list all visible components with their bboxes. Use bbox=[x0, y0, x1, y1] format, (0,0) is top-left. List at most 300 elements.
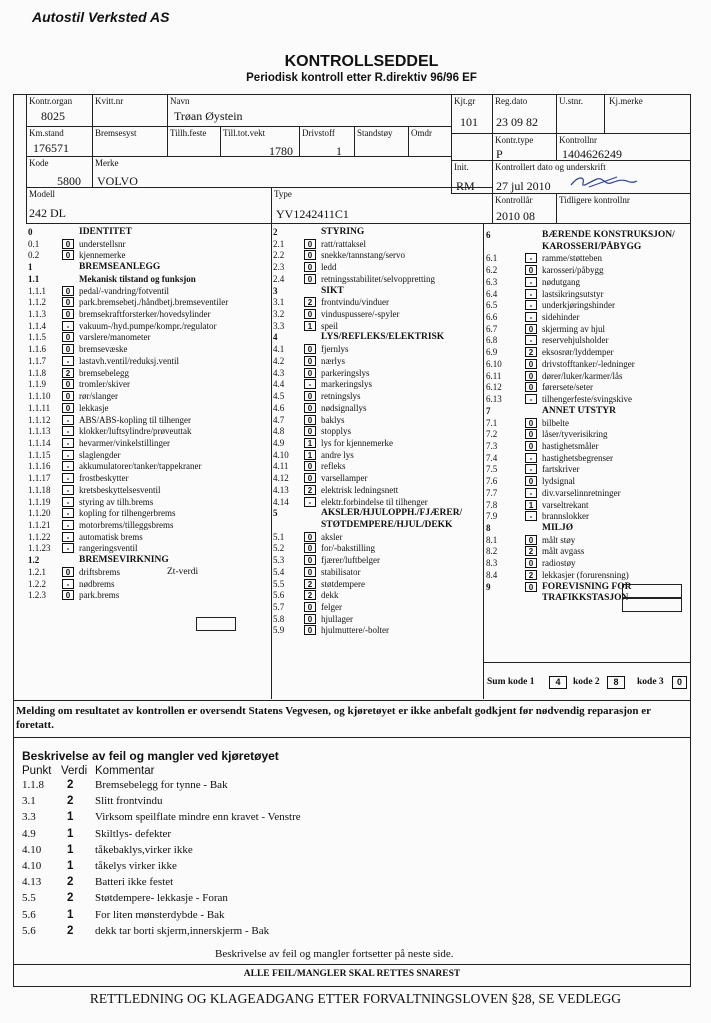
item-code-box[interactable]: 0 bbox=[525, 359, 537, 369]
checklist-item bbox=[28, 391, 268, 402]
fault-row bbox=[22, 875, 622, 889]
item-label: fjernlys bbox=[321, 344, 349, 355]
sum-code-1-value: 4 bbox=[549, 676, 567, 689]
section-header bbox=[486, 230, 689, 254]
checklist-item bbox=[273, 625, 481, 636]
item-code-box[interactable]: 0 bbox=[525, 582, 537, 592]
section-header bbox=[273, 227, 481, 239]
item-code-box[interactable]: - bbox=[525, 464, 537, 474]
checklist-item bbox=[273, 309, 481, 320]
item-code-box[interactable]: - bbox=[62, 461, 74, 471]
field-kontrollar: Kontrollår 2010 08 bbox=[492, 193, 557, 224]
item-number: 0.2 bbox=[28, 250, 40, 261]
item-code-box[interactable]: 0 bbox=[525, 324, 537, 334]
item-label: pedal/-vandring/fotventil bbox=[79, 285, 169, 296]
item-label: radiostøy bbox=[542, 558, 576, 569]
item-code-box[interactable]: - bbox=[525, 453, 537, 463]
checklist-col-2 bbox=[271, 224, 484, 699]
item-label: vinduspussere/-spyler bbox=[321, 309, 400, 320]
item-code-box[interactable]: - bbox=[525, 488, 537, 498]
item-label: skjerming av hjul bbox=[542, 323, 605, 334]
item-code-box[interactable]: - bbox=[62, 579, 74, 589]
item-code-box[interactable]: 0 bbox=[304, 391, 316, 401]
item-code-box[interactable]: 0 bbox=[525, 418, 537, 428]
item-number: 1.1.8 bbox=[28, 367, 46, 378]
item-number: 5.7 bbox=[273, 602, 285, 613]
field-kode: Kode 5800 bbox=[26, 156, 93, 188]
item-label: understellsnr bbox=[79, 238, 126, 249]
item-code-box[interactable]: 0 bbox=[62, 567, 74, 577]
item-number: 5.5 bbox=[273, 578, 285, 589]
checklist-item bbox=[273, 602, 481, 613]
fault-kommentar: tåkelys virker ikke bbox=[95, 860, 177, 872]
checklist-item bbox=[28, 579, 268, 590]
item-number: 1.1.21 bbox=[28, 520, 51, 530]
fault-verdi: 1 bbox=[67, 908, 74, 921]
checklist-item bbox=[273, 532, 481, 543]
item-code-box[interactable]: 0 bbox=[525, 535, 537, 545]
faults-col-kommentar: Kommentar bbox=[95, 765, 155, 777]
item-label: motorbrems/tilleggsbrems bbox=[79, 520, 174, 530]
item-code-box[interactable]: - bbox=[62, 473, 74, 483]
item-code-box[interactable]: 0 bbox=[304, 614, 316, 624]
checklist-item bbox=[273, 450, 481, 461]
checklist-item bbox=[486, 429, 689, 440]
item-label: parkeringslys bbox=[321, 367, 370, 378]
item-label: fartskriver bbox=[542, 464, 580, 475]
item-number: 8.3 bbox=[486, 558, 498, 569]
item-code-box[interactable]: 0 bbox=[304, 262, 316, 272]
form-title: KONTROLLSEDDEL bbox=[284, 53, 439, 70]
sum-code-1-label: Sum kode 1 bbox=[487, 677, 535, 687]
sum-code-3-value: 0 bbox=[672, 676, 687, 689]
checklist-item bbox=[486, 289, 689, 300]
sum-code-3-label: kode 3 bbox=[637, 677, 664, 687]
checklist-item bbox=[486, 382, 689, 393]
item-code-box[interactable]: - bbox=[525, 312, 537, 322]
item-code-box[interactable]: 0 bbox=[304, 309, 316, 319]
stoy-value-box[interactable] bbox=[622, 584, 682, 598]
item-number: 6.12 bbox=[486, 382, 502, 393]
field-km-stand: Km.stand 176571 bbox=[26, 126, 93, 157]
field-omdr: Omdr bbox=[408, 126, 452, 157]
item-code-box[interactable]: 0 bbox=[525, 441, 537, 451]
item-number: 4.2 bbox=[273, 355, 285, 366]
checklist-item bbox=[486, 253, 689, 264]
field-reg-dato: Reg.dato 23 09 82 bbox=[492, 94, 557, 134]
item-code-box[interactable]: - bbox=[62, 485, 74, 495]
item-code-box[interactable]: - bbox=[62, 450, 74, 460]
field-till-tot-vekt: Till.tot.vekt 1780 bbox=[220, 126, 300, 157]
item-code-box[interactable]: 0 bbox=[62, 379, 74, 389]
item-number: 1.1.22 bbox=[28, 531, 51, 542]
item-label: baklys bbox=[321, 414, 345, 425]
item-label: hastighetsbegrenser bbox=[542, 452, 613, 463]
item-label: akkumulatorer/tanker/tappekraner bbox=[79, 461, 202, 472]
item-code-box[interactable]: 0 bbox=[304, 602, 316, 612]
item-code-box[interactable]: 0 bbox=[62, 250, 74, 260]
item-label: div.varselinnretninger bbox=[542, 487, 621, 498]
item-label: reservehjulsholder bbox=[542, 335, 609, 346]
item-label: nødutgang bbox=[542, 276, 580, 287]
checklist-item bbox=[28, 356, 268, 367]
item-label: nødsignallys bbox=[321, 402, 367, 413]
item-code-box[interactable]: 0 bbox=[304, 415, 316, 425]
item-number: 6.9 bbox=[486, 347, 498, 358]
section-number: 7 bbox=[486, 405, 491, 416]
item-code-box[interactable]: - bbox=[304, 379, 316, 389]
item-label: lekkasje bbox=[79, 402, 109, 413]
item-code-box[interactable]: - bbox=[62, 532, 74, 542]
item-code-box[interactable]: 1 bbox=[304, 438, 316, 448]
field-standstoy: Standstøy bbox=[354, 126, 409, 157]
fault-punkt: 5.5 bbox=[22, 892, 36, 905]
section-header bbox=[486, 406, 689, 418]
item-code-box[interactable]: 0 bbox=[304, 567, 316, 577]
checklist-item bbox=[273, 567, 481, 578]
item-label: snekke/tannstang/servo bbox=[321, 250, 405, 261]
company-name: Autostil Verksted AS bbox=[32, 9, 170, 25]
item-label: ramme/støtteben bbox=[542, 253, 602, 264]
checklist-item bbox=[273, 321, 481, 332]
fault-kommentar: dekk tar borti skjerm,innerskjerm - Bak bbox=[95, 924, 270, 937]
item-code-box[interactable]: 0 bbox=[304, 239, 316, 249]
checklist-item bbox=[28, 321, 268, 332]
field-merke: Merke VOLVO bbox=[92, 156, 452, 188]
item-number: 4.12 bbox=[273, 473, 289, 484]
checklist-item bbox=[273, 403, 481, 414]
item-code-box[interactable]: 0 bbox=[525, 558, 537, 568]
checklist-item bbox=[486, 324, 689, 335]
item-label: hastighetsmåler bbox=[542, 440, 599, 451]
item-label: slaglengder bbox=[79, 449, 121, 460]
section-number: 1 bbox=[28, 262, 33, 273]
item-code-box[interactable]: 0 bbox=[304, 250, 316, 260]
section-title: MILJØ bbox=[542, 523, 574, 533]
item-label: kjennemerke bbox=[79, 250, 126, 261]
section-number: 3 bbox=[273, 285, 278, 296]
item-code-box[interactable]: 0 bbox=[62, 286, 74, 296]
checklist-item bbox=[28, 332, 268, 343]
item-label: rangeringsventil bbox=[79, 543, 138, 554]
fault-verdi: 1 bbox=[67, 860, 74, 872]
item-code-box[interactable]: 0 bbox=[62, 590, 74, 600]
item-code-box[interactable]: - bbox=[525, 300, 537, 310]
footer-notice: ALLE FEIL/MANGLER SKAL RETTES SNAREST bbox=[14, 964, 690, 987]
item-code-box[interactable]: - bbox=[525, 335, 537, 345]
item-label: drivstofftanker/-ledninger bbox=[542, 358, 635, 369]
item-code-box[interactable]: - bbox=[525, 394, 537, 404]
item-code-box[interactable]: 0 bbox=[62, 344, 74, 354]
item-code-box[interactable]: 0 bbox=[62, 309, 74, 319]
item-code-box[interactable]: 0 bbox=[304, 625, 316, 635]
item-code-box[interactable]: - bbox=[304, 497, 316, 507]
item-number: 1.1.14 bbox=[28, 437, 51, 448]
item-number: 1.1.15 bbox=[28, 449, 51, 460]
item-number: 7.7 bbox=[486, 487, 498, 498]
item-label: målt støy bbox=[542, 534, 576, 545]
section-number: 2 bbox=[273, 227, 278, 237]
item-label: park.bremsebetj./håndbetj.bremseventiler bbox=[79, 297, 229, 308]
checklist-item bbox=[28, 309, 268, 320]
item-code-box[interactable]: 1 bbox=[304, 450, 316, 460]
checklist-item bbox=[28, 426, 268, 437]
item-code-box[interactable]: 0 bbox=[525, 476, 537, 486]
item-label: rør/slanger bbox=[79, 391, 118, 402]
item-code-box[interactable]: - bbox=[62, 520, 74, 530]
item-label: lastsikringsutstyr bbox=[542, 288, 604, 299]
item-number: 1.1.11 bbox=[28, 402, 51, 413]
item-label: varslere/manometer bbox=[79, 332, 151, 343]
item-code-box[interactable]: 0 bbox=[304, 403, 316, 413]
item-number: 1.2.3 bbox=[28, 590, 46, 601]
item-code-box[interactable]: 1 bbox=[525, 500, 537, 510]
checklist-item bbox=[486, 476, 689, 487]
checklist-item bbox=[28, 485, 268, 496]
checklist-item bbox=[273, 379, 481, 390]
checklist-item bbox=[486, 570, 689, 581]
field-bremsesyst: Bremsesyst bbox=[92, 126, 168, 157]
item-label: lydsignal bbox=[542, 476, 575, 487]
item-code-box[interactable]: 2 bbox=[525, 570, 537, 580]
checklist-item bbox=[273, 590, 481, 601]
item-code-box[interactable]: 0 bbox=[525, 371, 537, 381]
section-title: BREMSEVIRKNING bbox=[79, 555, 169, 566]
checklist-item bbox=[273, 614, 481, 625]
item-label: speil bbox=[321, 320, 338, 331]
item-code-box[interactable]: 1 bbox=[304, 321, 316, 331]
item-code-box[interactable]: - bbox=[525, 253, 537, 263]
item-number: 1.1.16 bbox=[28, 461, 51, 472]
checklist-item bbox=[28, 344, 268, 355]
checklist-item bbox=[486, 335, 689, 346]
item-number: 1.1.4 bbox=[28, 320, 46, 331]
item-label: driftsbrems bbox=[79, 566, 120, 577]
item-code-box[interactable]: 0 bbox=[304, 555, 316, 565]
item-number: 8.2 bbox=[486, 546, 498, 557]
item-code-box[interactable]: - bbox=[525, 289, 537, 299]
item-label: førersete/seter bbox=[542, 382, 593, 393]
item-number: 6.5 bbox=[486, 300, 498, 311]
item-number: 1.1.1 bbox=[28, 285, 46, 296]
item-label: tromler/skiver bbox=[79, 379, 130, 390]
item-code-box[interactable]: - bbox=[525, 277, 537, 287]
item-code-box[interactable]: 0 bbox=[304, 543, 316, 553]
field-kjt-gr: Kjt.gr 101 bbox=[451, 94, 493, 134]
checklist-item bbox=[273, 497, 481, 508]
item-code-box[interactable]: 0 bbox=[62, 297, 74, 307]
checklist-item bbox=[486, 418, 689, 429]
field-kontrollert: Kontrollert dato og underskrift 27 jul 2010 bbox=[492, 160, 691, 194]
item-label: nærlys bbox=[321, 355, 346, 366]
item-number: 4.4 bbox=[273, 379, 285, 390]
section-number: 5 bbox=[273, 508, 278, 519]
item-code-box[interactable]: - bbox=[62, 543, 74, 553]
item-label: bremsevæske bbox=[79, 344, 128, 355]
item-number: 7.1 bbox=[486, 417, 498, 428]
fault-row bbox=[22, 924, 622, 938]
item-label: lastavh.ventil/reduksj.ventil bbox=[79, 355, 179, 366]
item-code-box[interactable]: 2 bbox=[525, 347, 537, 357]
item-label: varsellamper bbox=[321, 473, 368, 484]
checklist-item bbox=[273, 274, 481, 285]
item-code-box[interactable]: 0 bbox=[304, 368, 316, 378]
checklist-item bbox=[486, 453, 689, 464]
checklist-item bbox=[273, 415, 481, 426]
checklist-item bbox=[28, 403, 268, 414]
item-label: elektr.forbindelse til tilhenger bbox=[321, 496, 428, 507]
item-code-box[interactable]: 0 bbox=[304, 532, 316, 542]
item-label: retningsstabilitet/selvoppretting bbox=[321, 273, 435, 284]
item-code-box[interactable]: - bbox=[62, 508, 74, 518]
section-header bbox=[486, 523, 689, 535]
item-code-box[interactable]: 0 bbox=[304, 461, 316, 471]
item-label: ledd bbox=[321, 262, 337, 273]
checklist-item bbox=[486, 464, 689, 475]
item-number: 2.3 bbox=[273, 262, 285, 273]
item-label: underkjøringshinder bbox=[542, 300, 615, 311]
item-number: 7.9 bbox=[486, 511, 498, 522]
item-code-box[interactable]: 0 bbox=[62, 332, 74, 342]
fault-verdi: 2 bbox=[67, 795, 74, 808]
item-code-box[interactable]: 0 bbox=[304, 426, 316, 436]
faults-continued: Beskrivelse av feil og mangler fortsetter på neste side. bbox=[215, 948, 454, 960]
fault-kommentar: tåkebaklys,virker ikke bbox=[95, 843, 193, 856]
section-title-line2: TRAFIKKSTASJON bbox=[542, 593, 629, 604]
item-code-box[interactable]: 2 bbox=[304, 590, 316, 600]
item-code-box[interactable]: - bbox=[62, 438, 74, 448]
item-code-box[interactable]: 0 bbox=[62, 391, 74, 401]
checklist-item bbox=[273, 344, 481, 355]
item-code-box[interactable]: 0 bbox=[525, 265, 537, 275]
field-kj-merke: Kj.merke bbox=[604, 94, 691, 134]
fault-punkt: 3.3 bbox=[22, 811, 36, 824]
checklist-item bbox=[28, 567, 268, 578]
fault-punkt: 4.13 bbox=[22, 876, 42, 889]
item-number: 4.5 bbox=[273, 391, 285, 402]
item-label: karosseri/påbygg bbox=[542, 265, 604, 276]
checklist-item bbox=[28, 543, 268, 554]
item-code-box[interactable]: 2 bbox=[304, 485, 316, 495]
zt-verdi-box[interactable] bbox=[196, 617, 236, 631]
item-code-box[interactable]: 0 bbox=[525, 429, 537, 439]
item-code-box[interactable]: 0 bbox=[304, 356, 316, 366]
item-number: 4.14 bbox=[273, 496, 289, 507]
item-code-box[interactable]: 0 bbox=[525, 382, 537, 392]
item-code-box[interactable]: 2 bbox=[525, 546, 537, 556]
item-label: nødbrems bbox=[79, 578, 115, 589]
item-code-box[interactable]: 0 bbox=[304, 274, 316, 284]
item-number: 8.1 bbox=[486, 534, 498, 545]
item-label: sidehinder bbox=[542, 312, 580, 323]
fault-verdi: 1 bbox=[67, 827, 74, 840]
item-label: dører/luker/karmer/lås bbox=[542, 370, 623, 381]
item-code-box[interactable]: 2 bbox=[62, 368, 74, 378]
section-title: LYS/REFLEKS/ELEKTRISK bbox=[321, 332, 445, 343]
item-label: frontvindu/vinduer bbox=[321, 297, 389, 308]
item-code-box[interactable]: - bbox=[62, 356, 74, 366]
avgass-value-box[interactable] bbox=[622, 598, 682, 612]
checklist-item bbox=[273, 438, 481, 449]
fault-row bbox=[22, 891, 622, 905]
item-number: 4.10 bbox=[273, 449, 289, 460]
item-label: bremsebelegg bbox=[79, 367, 129, 378]
section-title: IDENTITET bbox=[79, 227, 132, 237]
item-code-box[interactable]: - bbox=[525, 511, 537, 521]
checklist-item bbox=[486, 488, 689, 499]
item-code-box[interactable]: - bbox=[62, 415, 74, 425]
item-code-box[interactable]: 0 bbox=[62, 403, 74, 413]
item-number: 1.1.5 bbox=[28, 332, 46, 343]
item-code-box[interactable]: 0 bbox=[304, 344, 316, 354]
item-label: stabilisator bbox=[321, 566, 361, 577]
item-number: 4.13 bbox=[273, 484, 289, 495]
item-label: varseltrekant bbox=[542, 499, 589, 510]
field-modell: Modell 242 DL bbox=[26, 187, 272, 224]
item-number: 6.6 bbox=[486, 312, 498, 323]
checklist-item bbox=[486, 535, 689, 546]
checklist-item bbox=[28, 368, 268, 379]
section-header bbox=[273, 332, 481, 344]
checklist-item bbox=[486, 511, 689, 522]
fault-row bbox=[22, 794, 622, 808]
item-number: 6.13 bbox=[486, 394, 502, 405]
checklist-item bbox=[28, 497, 268, 508]
section-header bbox=[28, 555, 268, 567]
item-number: 2.1 bbox=[273, 238, 285, 249]
item-number: 1.2.2 bbox=[28, 578, 46, 589]
item-label: fjærer/luftbelger bbox=[321, 555, 380, 566]
item-code-box[interactable]: - bbox=[62, 426, 74, 436]
checklist-item bbox=[273, 297, 481, 308]
field-drivstoff: Drivstoff 1 bbox=[299, 126, 355, 157]
item-code-box[interactable]: 2 bbox=[304, 579, 316, 589]
item-code-box[interactable]: 0 bbox=[304, 473, 316, 483]
checklist-item bbox=[273, 485, 481, 496]
item-number: 6.10 bbox=[486, 358, 502, 369]
footer-rettledning: RETTLEDNING OG KLAGEADGANG ETTER FORVALTNINGSLOVEN §28, SE VEDLEGG bbox=[89, 991, 622, 1006]
faults-col-verdi: Verdi bbox=[61, 765, 88, 777]
fault-verdi: 2 bbox=[67, 779, 74, 791]
fault-kommentar: Slitt frontvindu bbox=[95, 795, 163, 808]
item-code-box[interactable]: - bbox=[62, 497, 74, 507]
checklist-item bbox=[28, 508, 268, 519]
item-number: 8.4 bbox=[486, 569, 498, 580]
item-number: 6.8 bbox=[486, 335, 498, 346]
item-code-box[interactable]: - bbox=[62, 321, 74, 331]
section-title: SIKT bbox=[321, 285, 344, 296]
sum-code-2-value: 8 bbox=[607, 676, 625, 689]
item-label: bilbelte bbox=[542, 417, 569, 428]
fault-row bbox=[22, 908, 622, 922]
fault-row bbox=[22, 859, 622, 873]
section-header bbox=[273, 508, 481, 532]
section-number: 0 bbox=[28, 227, 33, 237]
item-number: 1.2.1 bbox=[28, 566, 46, 577]
fault-kommentar: Støtdempere- lekkasje - Foran bbox=[95, 892, 228, 905]
checklist-item bbox=[273, 239, 481, 250]
item-number: 6.3 bbox=[486, 276, 498, 287]
item-label: kopling for tilhengerbrems bbox=[79, 508, 176, 519]
checklist-item bbox=[486, 265, 689, 276]
item-number: 3.2 bbox=[273, 309, 285, 320]
checklist-item bbox=[486, 558, 689, 569]
item-label: brannslokker bbox=[542, 511, 589, 522]
section-number: 4 bbox=[273, 332, 278, 343]
fault-kommentar: For liten mønsterdybde - Bak bbox=[95, 908, 225, 921]
item-code-box[interactable]: 2 bbox=[304, 297, 316, 307]
item-code-box[interactable]: 0 bbox=[62, 239, 74, 249]
